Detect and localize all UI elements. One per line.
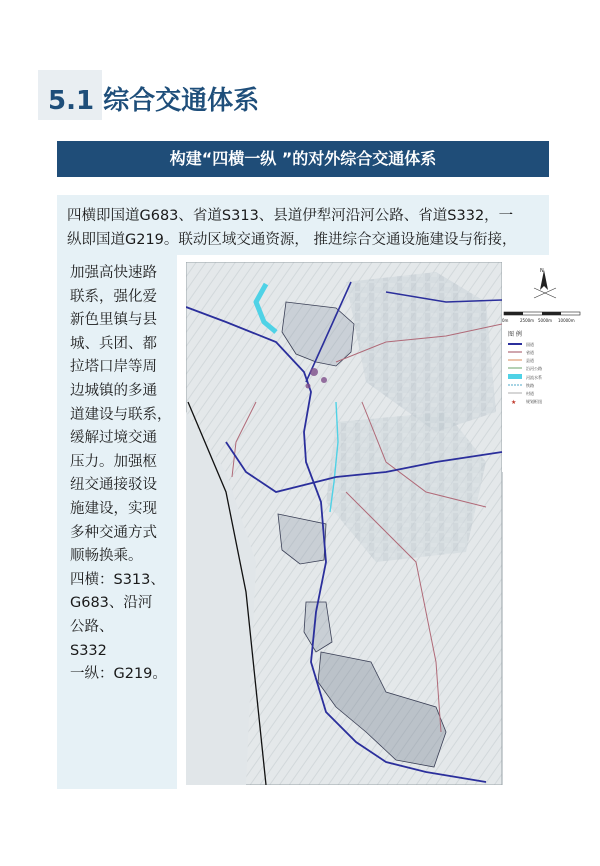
side-line: 加强高快速路 xyxy=(70,265,157,281)
side-line: 新色里镇与县 xyxy=(70,312,157,329)
side-line: 拉塔口岸等周 xyxy=(70,359,157,376)
town-marker xyxy=(321,377,327,383)
town-marker xyxy=(310,368,318,376)
north-label: N xyxy=(540,268,544,274)
transport-map xyxy=(186,262,586,785)
legend-item: 省道 xyxy=(526,350,534,355)
side-line: 缓解过境交通 xyxy=(70,430,157,447)
side-line: 多种交通方式 xyxy=(70,524,157,541)
side-line: S332 xyxy=(70,642,107,659)
side-paragraph xyxy=(70,262,176,687)
side-line: 压力。加强枢 xyxy=(70,453,157,470)
intro-line: 纵即国道G219。联动区域交通资源， 推进综合交通设施建设与衔接， xyxy=(67,232,517,248)
legend-item: 县道 xyxy=(526,358,534,363)
side-line: 道建设与联系， xyxy=(70,406,172,423)
scale-label: 10000m xyxy=(558,318,575,323)
side-line: 顺畅换乘。 xyxy=(70,548,143,565)
scale-label: 0m xyxy=(502,318,509,323)
side-line: 施建设，实现 xyxy=(70,500,157,517)
scale-label: 2500m xyxy=(520,318,535,323)
legend-item: 铁路 xyxy=(526,383,534,388)
side-line: 公路、 xyxy=(70,618,114,635)
side-line: 纽交通接驳设 xyxy=(70,477,157,494)
star-icon: ★ xyxy=(511,399,517,406)
scale-label: 5000m xyxy=(538,318,553,323)
page-title: 5.1 综合交通体系 xyxy=(48,86,260,116)
side-line: 城、兵团、都 xyxy=(70,335,157,352)
intro-paragraph xyxy=(67,204,545,252)
side-line: G683、沿河 xyxy=(70,595,153,612)
side-line: 边城镇的多通 xyxy=(70,382,157,399)
legend-title: 图 例 xyxy=(508,331,522,338)
legend-item: 沿河公路 xyxy=(526,366,542,371)
town-marker xyxy=(306,384,311,389)
side-line: 联系，强化爱 xyxy=(70,288,157,305)
legend-item: 国道 xyxy=(526,342,534,347)
section-banner: 构建“四横一纵 ”的对外综合交通体系 xyxy=(57,141,549,177)
legend-item: 规划枢纽 xyxy=(526,399,542,404)
side-line: 一纵：G219。 xyxy=(70,666,167,683)
legend-item: 村道 xyxy=(526,391,534,396)
intro-line: 四横即国道G683、省道S313、县道伊犁河沿河公路、省道S332，一 xyxy=(67,208,514,224)
side-line: 四横：S313、 xyxy=(70,571,165,588)
legend-item: 河流水系 xyxy=(526,375,542,380)
